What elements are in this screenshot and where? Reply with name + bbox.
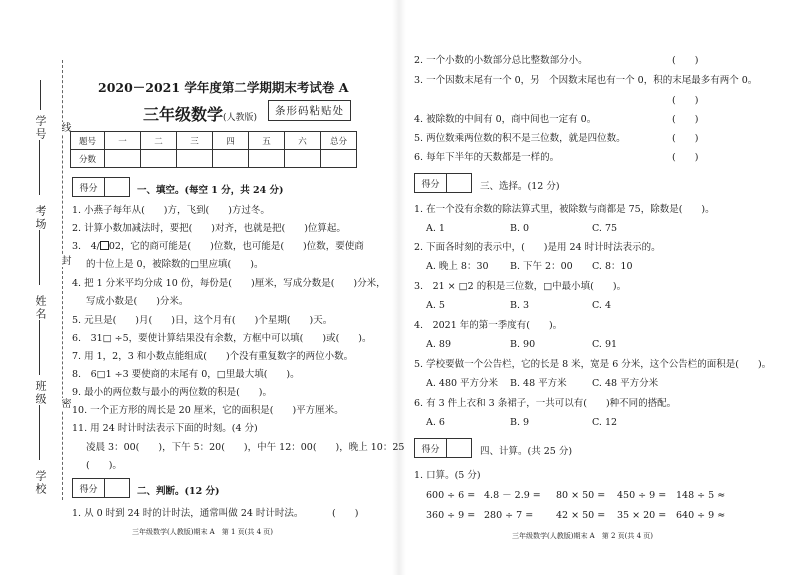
judgement-5: 5. 两位数乘两位数的积不是三位数，就是四位数。 xyxy=(414,133,626,144)
cut-mark-seal: 封 xyxy=(59,255,70,267)
cut-mark-secret: 密 xyxy=(59,398,70,410)
section1-title: 一、填空。(每空 1 分，共 24 分) xyxy=(137,185,284,196)
question-6: 6. 31□ ÷5，要使计算结果没有余数，方框中可以填( )或( )。 xyxy=(72,333,372,344)
choice-1-option-b[interactable]: B. 0 xyxy=(510,223,530,234)
school-line xyxy=(39,405,40,460)
judgement-6-answer[interactable]: ( ) xyxy=(672,152,699,163)
score-box-input[interactable] xyxy=(447,174,471,192)
score-cell: 二 xyxy=(141,132,177,150)
judgement-1: 1. 从 0 时到 24 时的计时法，通常叫做 24 时计时法。 xyxy=(72,508,304,519)
oral-calc-item[interactable]: 640 ÷ 9 ≈ xyxy=(676,510,726,521)
left-footer: 三年级数学(人教版)期末 A 第 1 页(共 4 页) xyxy=(132,528,274,536)
question-4-cont: 写成小数是( )分米。 xyxy=(86,296,189,307)
choice-2-option-a[interactable]: A. 晚上 8：30 xyxy=(426,261,489,272)
oral-calc-item[interactable]: 4.8 － 2.9 = xyxy=(484,490,541,501)
question-7: 7. 用 1，2，3 和小数点能组成( )个没有重复数字的两位小数。 xyxy=(72,351,354,362)
oral-calc-title: 1. 口算。(5 分) xyxy=(414,470,481,481)
score-input-cell[interactable] xyxy=(321,150,357,168)
name-line xyxy=(39,230,40,285)
page-gutter xyxy=(392,0,406,575)
score-box-input[interactable] xyxy=(105,479,129,497)
score-box-label: 得分 xyxy=(415,439,447,457)
score-cell: 六 xyxy=(285,132,321,150)
score-box-input[interactable] xyxy=(105,178,129,196)
judgement-2: 2. 一个小数的小数部分总比整数部分小。 xyxy=(414,55,588,66)
oral-calc-item[interactable]: 280 ÷ 7 = xyxy=(484,510,534,521)
choice-1: 1. 在一个没有余数的除法算式里，被除数与商都是 75，除数是( )。 xyxy=(414,204,715,215)
score-cell: 题号 xyxy=(71,132,105,150)
oral-calc-item[interactable]: 80 × 50 = xyxy=(556,490,606,501)
choice-3-option-a[interactable]: A. 5 xyxy=(426,300,445,311)
choice-3-option-b[interactable]: B. 3 xyxy=(510,300,530,311)
section3-title: 三、选择。(12 分) xyxy=(480,181,560,192)
judgement-5-answer[interactable]: ( ) xyxy=(672,133,699,144)
choice-5-option-a[interactable]: A. 480 平方分米 xyxy=(426,378,499,389)
judgement-3: 3. 一个因数末尾有一个 0，另 个因数末尾也有一个 0，积的末尾最多有两个 0。 xyxy=(414,75,758,86)
choice-4-option-c[interactable]: C. 91 xyxy=(592,339,618,350)
oral-calc-item[interactable]: 148 ÷ 5 ≈ xyxy=(676,490,726,501)
question-11: 11. 用 24 时计时法表示下面的时刻。(4 分) xyxy=(72,423,258,434)
oral-calc-item[interactable]: 450 ÷ 9 = xyxy=(617,490,667,501)
choice-6-option-a[interactable]: A. 6 xyxy=(426,417,445,428)
choice-4-option-b[interactable]: B. 90 xyxy=(510,339,536,350)
section4-score-box xyxy=(414,438,472,458)
question-3: 3. 4/ 02，它的商可能是( )位数，也可能是( )位数，要使商 xyxy=(72,241,364,252)
section2-score-box xyxy=(72,478,130,498)
section3-score-box xyxy=(414,173,472,193)
question-10: 10. 一个正方形的周长是 20 厘米，它的面积是( )平方厘米。 xyxy=(72,405,344,416)
score-cell: 四 xyxy=(213,132,249,150)
choice-3-option-c[interactable]: C. 4 xyxy=(592,300,612,311)
judgement-3-answer[interactable]: ( ) xyxy=(672,95,699,106)
judgement-6: 6. 每年下半年的天数都是一样的。 xyxy=(414,152,560,163)
choice-2-option-c[interactable]: C. 8：10 xyxy=(592,261,633,272)
score-input-cell[interactable] xyxy=(213,150,249,168)
student-number-line xyxy=(40,80,41,110)
score-box-label: 得分 xyxy=(415,174,447,192)
exam-title: 2020－2021 学年度第二学期期末考试卷 A xyxy=(98,80,349,95)
question-4: 4. 把 1 分米平均分成 10 份，每份是( )厘米，写成分数是( )分米， xyxy=(72,278,386,289)
section4-title: 四、计算。(共 25 分) xyxy=(480,446,573,457)
name-label: 姓名 xyxy=(34,295,47,321)
score-table-header-row xyxy=(71,132,357,150)
blank-square[interactable] xyxy=(100,241,109,250)
question-1: 1. 小燕子每年从( )方，飞到( )方过冬。 xyxy=(72,205,270,216)
choice-6-option-b[interactable]: B. 9 xyxy=(510,417,530,428)
choice-5: 5. 学校要做一个公告栏，它的长是 8 米，宽是 6 分米，这个公告栏的面积是( )。 xyxy=(414,359,772,370)
score-cell: 一 xyxy=(105,132,141,150)
subject-heading xyxy=(143,102,257,125)
choice-6: 6. 有 3 件上衣和 3 条裙子，一共可以有( )种不同的搭配。 xyxy=(414,398,677,409)
choice-5-option-c[interactable]: C. 48 平方分米 xyxy=(592,378,659,389)
cut-mark-line: 线 xyxy=(59,122,70,134)
score-cell: 三 xyxy=(177,132,213,150)
judgement-2-answer[interactable]: ( ) xyxy=(672,55,699,66)
question-2: 2. 计算小数加减法时，要把( )对齐，也就是把( )位算起。 xyxy=(72,223,346,234)
section2-title: 二、判断。(12 分) xyxy=(137,486,220,497)
judgement-4-answer[interactable]: ( ) xyxy=(672,114,699,125)
judgement-1-answer[interactable]: ( ) xyxy=(332,508,359,519)
question-9: 9. 最小的两位数与最小的两位数的积是( )。 xyxy=(72,387,272,398)
score-cell: 总分 xyxy=(321,132,357,150)
score-cell: 五 xyxy=(249,132,285,150)
class-label: 班级 xyxy=(34,380,47,406)
right-footer: 三年级数学(人教版)期末 A 第 2 页(共 4 页) xyxy=(512,532,654,540)
question-11-times-cont: ( )。 xyxy=(86,460,122,471)
question-11-times: 凌晨 3：00( )，下午 5：20( )，中午 12：00( )，晚上 10：25 xyxy=(86,442,405,453)
oral-calc-item[interactable]: 42 × 50 = xyxy=(556,510,606,521)
choice-2: 2. 下面各时刻的表示中，( )是用 24 时计时法表示的。 xyxy=(414,242,661,253)
score-input-cell[interactable] xyxy=(105,150,141,168)
choice-1-option-c[interactable]: C. 75 xyxy=(592,223,618,234)
choice-5-option-b[interactable]: B. 48 平方米 xyxy=(510,378,567,389)
class-line xyxy=(39,320,40,375)
question-3-cont: 的十位上是 0，被除数的□里应填( )。 xyxy=(86,259,264,270)
score-table xyxy=(70,131,357,168)
oral-calc-item[interactable]: 35 × 20 = xyxy=(617,510,667,521)
score-box-label: 得分 xyxy=(73,479,105,497)
exam-room-label: 考场 xyxy=(34,205,47,231)
choice-6-option-c[interactable]: C. 12 xyxy=(592,417,618,428)
score-cell: 分数 xyxy=(71,150,105,168)
score-box-label: 得分 xyxy=(73,178,105,196)
question-8: 8. 6□1 ÷3 要使商的末尾有 0，□里最大填( )。 xyxy=(72,369,300,380)
student-number-label: 学号 xyxy=(34,115,47,141)
subject-name: 三年级数学 xyxy=(143,105,224,124)
choice-3: 3. 21 × □2 的积是三位数，□中最小填( )。 xyxy=(414,281,627,292)
score-box-input[interactable] xyxy=(447,439,471,457)
question-5: 5. 元旦是( )月( )日，这个月有( )个星期( )天。 xyxy=(72,315,333,326)
choice-1-option-a[interactable]: A. 1 xyxy=(426,223,445,234)
section1-score-box xyxy=(72,177,130,197)
score-table-score-row xyxy=(71,150,357,168)
school-label: 学校 xyxy=(34,470,47,496)
score-input-cell[interactable] xyxy=(285,150,321,168)
choice-2-option-b[interactable]: B. 下午 2：00 xyxy=(510,261,573,272)
score-input-cell[interactable] xyxy=(249,150,285,168)
choice-4-option-a[interactable]: A. 89 xyxy=(426,339,451,350)
score-input-cell[interactable] xyxy=(177,150,213,168)
judgement-4: 4. 被除数的中间有 0，商中间也一定有 0。 xyxy=(414,114,597,125)
edition-label: (人教版) xyxy=(223,113,258,123)
exam-room-line xyxy=(39,140,40,195)
score-input-cell[interactable] xyxy=(141,150,177,168)
barcode-area: 条形码粘贴处 xyxy=(268,100,351,121)
choice-4: 4. 2021 年的第一季度有( )。 xyxy=(414,320,563,331)
oral-calc-item[interactable]: 600 ÷ 6 = xyxy=(426,490,476,501)
oral-calc-item[interactable]: 360 ÷ 9 = xyxy=(426,510,476,521)
